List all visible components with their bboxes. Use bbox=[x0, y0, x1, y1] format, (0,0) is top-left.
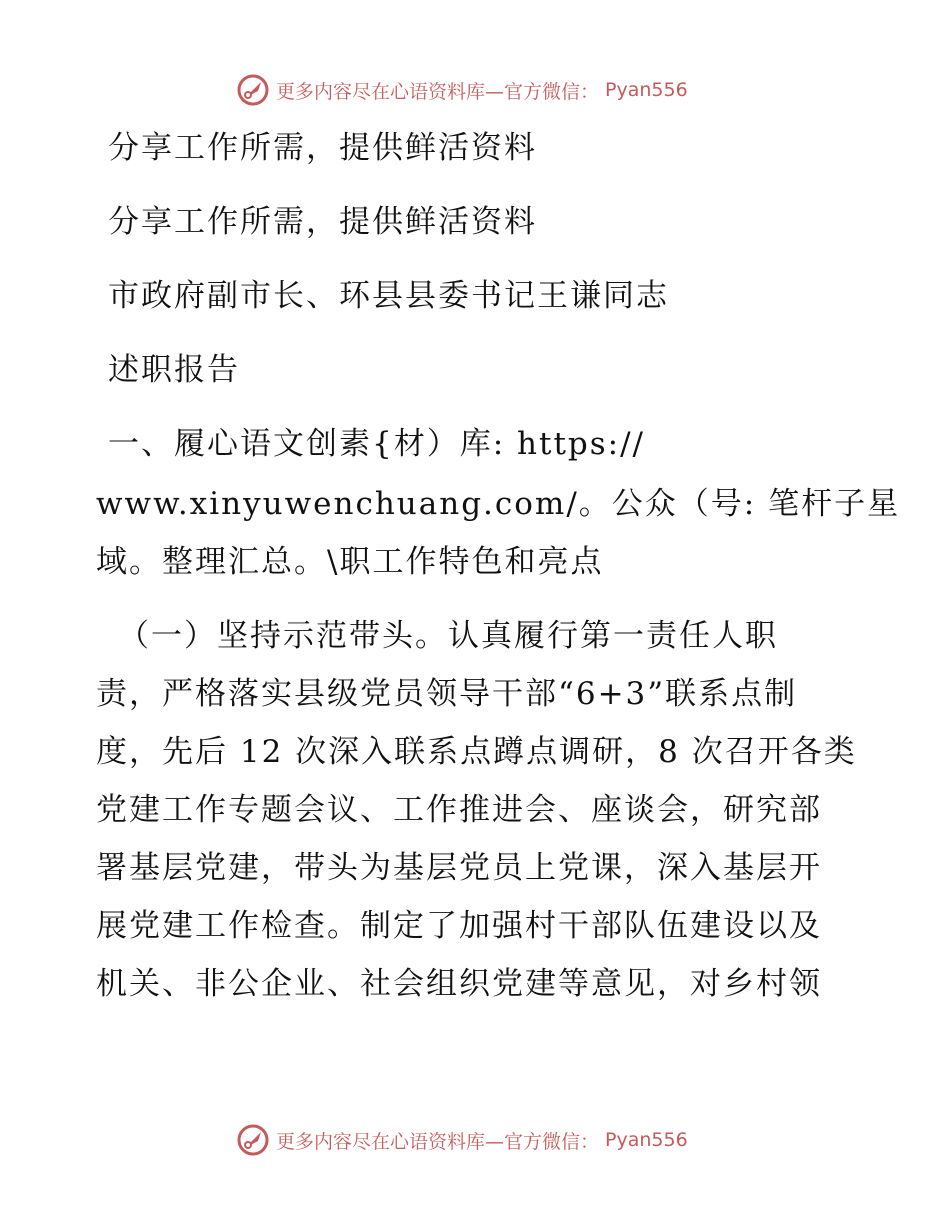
banner-wechat-id: Pyan556 bbox=[605, 79, 688, 101]
quill-logo-icon bbox=[236, 73, 270, 107]
share-slogan-line-1: 分享工作所需，提供鲜活资料 bbox=[108, 130, 537, 166]
banner-wechat-id: Pyan556 bbox=[605, 1129, 688, 1151]
section-heading-line-1: 一、履心语文创素{材）库: https:// bbox=[108, 426, 645, 462]
quill-logo-icon bbox=[236, 1123, 270, 1157]
paragraph-line-4: 党建工作专题会议、工作推进会、座谈会，研究部 bbox=[96, 792, 822, 828]
banner-text: 更多内容尽在心语资料库—官方微信： bbox=[276, 80, 600, 103]
paragraph-line-1: （一）坚持示范带头。认真履行第一责任人职 bbox=[118, 618, 778, 654]
section-heading-line-2: www.xinyuwenchuang.com/。公众（号: 笔杆子星 bbox=[96, 486, 901, 522]
document-subtitle: 市政府副市长、环县县委书记王谦同志 bbox=[108, 278, 669, 314]
header-watermark-banner bbox=[236, 72, 688, 108]
document-title: 述职报告 bbox=[108, 352, 240, 388]
paragraph-line-6: 展党建工作检查。制定了加强村干部队伍建设以及 bbox=[96, 908, 822, 944]
paragraph-line-5: 署基层党建，带头为基层党员上党课，深入基层开 bbox=[96, 850, 822, 886]
section-heading-line-3: 域。整理汇总。\职工作特色和亮点 bbox=[96, 544, 604, 580]
footer-watermark-banner bbox=[236, 1122, 688, 1158]
paragraph-line-3: 度，先后 12 次深入联系点蹲点调研，8 次召开各类 bbox=[96, 734, 857, 770]
paragraph-line-2: 责，严格落实县级党员领导干部“6+3”联系点制 bbox=[96, 676, 798, 712]
share-slogan-line-2: 分享工作所需，提供鲜活资料 bbox=[108, 204, 537, 240]
paragraph-line-7: 机关、非公企业、社会组织党建等意见，对乡村领 bbox=[96, 966, 822, 1002]
banner-text: 更多内容尽在心语资料库—官方微信： bbox=[276, 1130, 600, 1153]
